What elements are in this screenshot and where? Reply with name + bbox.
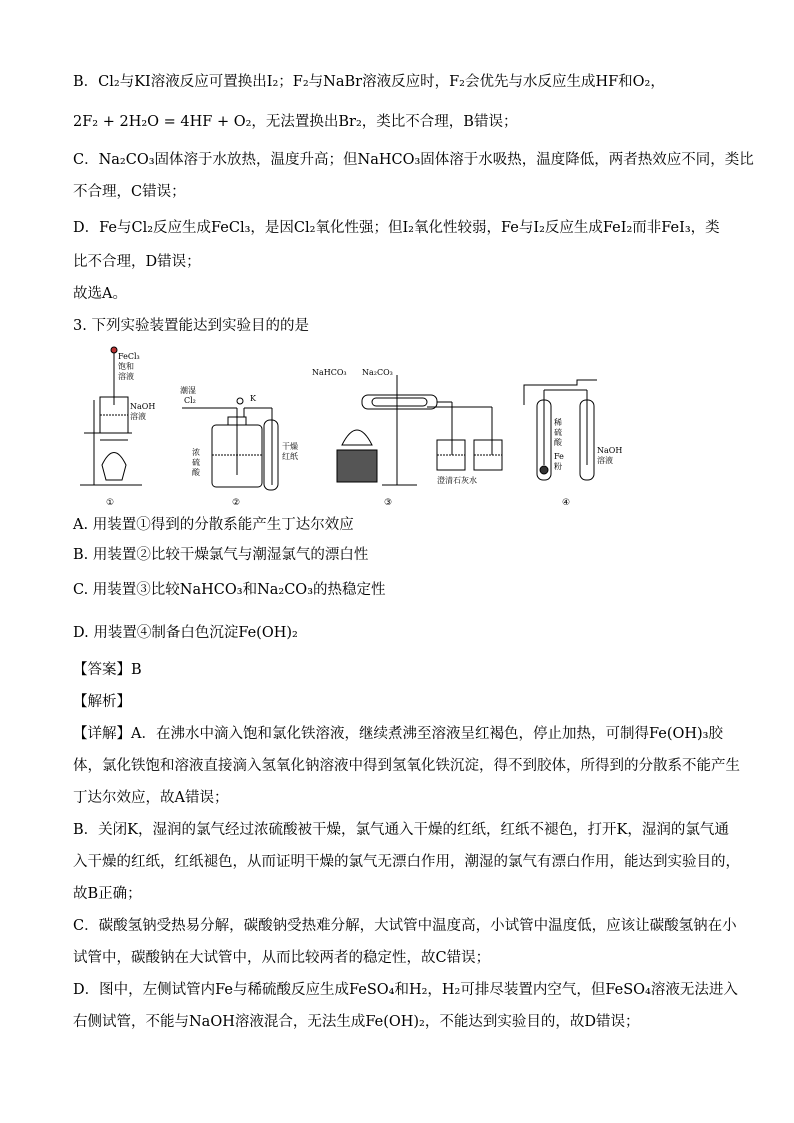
analysis-title: 【解析】	[73, 694, 131, 710]
para-c-line2: 不合理，C错误；	[73, 184, 186, 200]
label-d3: 酸	[554, 438, 562, 447]
label-d7: 溶液	[597, 456, 613, 465]
label-b7: 红纸	[282, 452, 298, 461]
option-a: A. 用装置①得到的分散系能产生丁达尔效应	[73, 517, 354, 533]
label-d2: 硫	[554, 428, 562, 437]
detail-line-6: 故B正确；	[73, 886, 142, 902]
para-b-line2: 2F₂ + 2H₂O = 4HF + O₂，无法置换出Br₂，类比不合理，B错误；	[73, 114, 518, 130]
label-b2: Cl₂	[184, 396, 196, 405]
detail-line-8: 试管中，碳酸钠在大试管中，从而比较两者的稳定性，故C错误；	[73, 950, 491, 966]
label-b4: 硫	[192, 458, 200, 467]
para-b-line1: B．Cl₂与KI溶液反应可置换出I₂；F₂与NaBr溶液反应时，F₂会优先与水反应生成HF和O₂，	[73, 74, 665, 90]
label-b1: 潮湿	[180, 386, 196, 395]
detail-line-5: 入干燥的红纸，红纸褪色，从而证明干燥的氯气无漂白作用，潮湿的氯气有漂白作用，能达到实验目的，	[73, 854, 740, 870]
label-a4: NaOH	[130, 402, 156, 411]
answer-line: 【答案】B	[73, 662, 142, 678]
option-d: D. 用装置④制备白色沉淀Fe(OH)₂	[73, 625, 298, 641]
label-b3: 浓	[192, 448, 200, 457]
label-c1: NaHCO₃	[312, 368, 347, 377]
label-a3: 溶液	[118, 372, 134, 381]
label-a1: FeCl₃	[118, 352, 140, 361]
label-b-k: K	[250, 394, 256, 403]
label-d4: Fe	[554, 452, 564, 461]
apparatus-svg	[72, 345, 632, 510]
para-d-line1: D．Fe与Cl₂反应生成FeCl₃，是因Cl₂氧化性强；但I₂氧化性较弱，Fe与I₂反应生成FeI₂而非FeI₃，类	[73, 220, 720, 236]
apparatus-figure	[72, 345, 632, 510]
label-n2: ②	[232, 498, 241, 508]
label-a5: 溶液	[130, 412, 146, 421]
para-choose: 故选A。	[73, 286, 127, 302]
label-c2: Na₂CO₃	[362, 368, 393, 377]
label-a2: 饱和	[118, 362, 134, 371]
label-d1: 稀	[554, 418, 562, 427]
label-n4: ④	[562, 498, 571, 508]
label-b6: 干燥	[282, 442, 298, 451]
label-b5: 酸	[192, 468, 200, 477]
apparatus-3	[337, 375, 502, 485]
detail-line-2: 体，氯化铁饱和溶液直接滴入氢氧化钠溶液中得到氢氧化铁沉淀，得不到胶体，所得到的分散系不能产生	[73, 758, 740, 774]
option-b: B. 用装置②比较干燥氯气与潮湿氯气的漂白性	[73, 547, 369, 563]
detail-line-3: 丁达尔效应，故A错误；	[73, 790, 229, 806]
detail-line-1: 【详解】A．在沸水中滴入饱和氯化铁溶液，继续煮沸至溶液呈红褐色，停止加热，可制得Fe(OH)₃胶	[73, 726, 723, 742]
label-n1: ①	[106, 498, 115, 508]
detail-line-9: D．图中，左侧试管内Fe与稀硫酸反应生成FeSO₄和H₂，H₂可排尽装置内空气，但FeSO₄溶液无法进入	[73, 982, 738, 998]
para-c-line1: C．Na₂CO₃固体溶于水放热，温度升高；但NaHCO₃固体溶于水吸热，温度降低，两者热效应不同，类比	[73, 152, 754, 168]
label-n3: ③	[384, 498, 393, 508]
para-d-line2: 比不合理，D错误；	[73, 254, 201, 270]
label-d5: 粉	[554, 462, 562, 471]
label-d6: NaOH	[597, 446, 623, 455]
label-c3: 澄清石灰水	[437, 476, 477, 485]
question-stem: 3. 下列实验装置能达到实验目的的是	[73, 318, 309, 334]
detail-line-4: B．关闭K，湿润的氯气经过浓硫酸被干燥，氯气通入干燥的红纸，红纸不褪色，打开K，湿润的氯气通	[73, 822, 729, 838]
detail-line-7: C．碳酸氢钠受热易分解，碳酸钠受热难分解，大试管中温度高，小试管中温度低，应该让碳酸氢钠在小	[73, 918, 737, 934]
detail-line-10: 右侧试管，不能与NaOH溶液混合，无法生成Fe(OH)₂，不能达到实验目的，故D错误；	[73, 1014, 640, 1030]
option-c: C. 用装置③比较NaHCO₃和Na₂CO₃的热稳定性	[73, 582, 386, 598]
